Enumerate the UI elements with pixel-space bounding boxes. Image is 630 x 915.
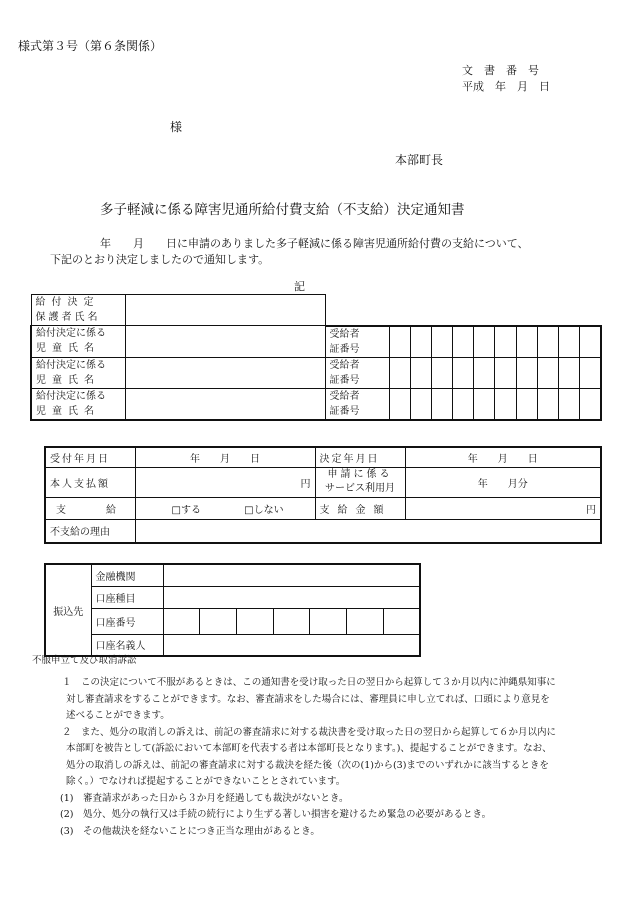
certificate-number-label: 受給者 証番号 [325,388,389,420]
bank-field[interactable] [163,564,420,586]
certificate-digit-cell[interactable] [580,357,601,388]
note-p1-line: １ この決定について不服があるときは、この通知書を受け取った日の翌日から起算して３か月以内に沖縄県知事に [62,677,556,688]
payment-yes-checkbox[interactable]: □する [171,504,201,516]
account-digit-cell[interactable] [163,608,200,634]
decision-date-label: 決定年月日 [315,447,405,467]
certificate-digit-cell[interactable] [516,357,537,388]
bank-label: 金融機関 [91,564,163,586]
appeal-notes [40,675,600,840]
certificate-digit-cell[interactable] [410,357,431,388]
note-p2-line: 処分の取消しの訴えは、前記の審査請求に対する裁決を経た後（次の(1)から(3)までのいずれかに該当するときを [66,759,549,771]
guardian-name-field[interactable] [125,295,325,326]
note-p1-line: 対し審査請求をすることができます。なお、審査請求をした場合には、審理員に申し立てれば、口頭により意見を [66,693,550,705]
account-type-label: 口座種目 [91,586,163,608]
certificate-digit-cell[interactable] [580,388,601,420]
certificate-digit-cell[interactable] [389,326,410,358]
recipient-table [30,294,602,421]
addressee-suffix: 様 [170,120,183,134]
certificate-digit-cell[interactable] [537,326,558,358]
certificate-digit-cell[interactable] [516,388,537,420]
child-row [31,357,601,388]
account-digit-cell[interactable] [383,608,420,634]
account-type-field[interactable] [163,586,420,608]
certificate-digit-cell[interactable] [537,357,558,388]
certificate-digit-cell[interactable] [537,388,558,420]
child-name-label: 給付決定に係る 児童氏名 [31,357,125,388]
certificate-digit-cell[interactable] [580,326,601,358]
certificate-digit-cell[interactable] [431,326,452,358]
certificate-digit-cell[interactable] [389,357,410,388]
intro-line-2: 下記のとおり決定しましたので通知します。 [50,253,270,266]
payment-choice [135,497,315,519]
service-month-field[interactable]: 年 月分 [405,467,601,497]
service-month-label: 申請に係る サービス利用月 [315,467,405,497]
certificate-digit-cell[interactable] [495,357,516,388]
certificate-digit-cell[interactable] [559,326,580,358]
transfer-table [44,563,421,657]
certificate-digit-cell[interactable] [453,326,474,358]
certificate-digit-cell[interactable] [516,326,537,358]
account-holder-label: 口座名義人 [91,634,163,656]
certificate-digit-cell[interactable] [453,357,474,388]
certificate-number-label: 受給者 証番号 [325,326,389,358]
guardian-name-label: 給付決定 保護者氏名 [31,295,125,326]
account-digit-cell[interactable] [273,608,310,634]
decision-table [44,446,602,544]
certificate-digit-cell[interactable] [410,326,431,358]
intro-line-1: 年 月 日に申請のありました多子軽減に係る障害児通所給付費の支給について、 [100,237,529,250]
note-p1-line: 述べることができます。 [66,710,170,721]
child-row [31,326,601,358]
payment-amount-field[interactable]: 円 [405,497,601,519]
certificate-digit-cell[interactable] [495,326,516,358]
certificate-digit-cell[interactable] [431,357,452,388]
decision-date-field[interactable]: 年 月 日 [405,447,601,467]
note-item: (2) 処分、処分の執行又は手続の続行により生ずる著しい損害を避けるため緊急の必要があるとき。 [60,809,492,820]
document-title: 多子軽減に係る障害児通所給付費支給（不支給）決定通知書 [100,202,465,218]
certificate-digit-cell[interactable] [453,388,474,420]
note-item: (3) その他裁決を経ないことにつき正当な理由があるとき。 [60,825,320,837]
child-name-label: 給付決定に係る 児童氏名 [31,326,125,358]
received-date-field[interactable]: 年 月 日 [135,447,315,467]
certificate-digit-cell[interactable] [474,357,495,388]
note-p2-line: 除く。）でなければ提起することができないこととされています。 [66,776,346,787]
document-number-label: 文 書 番 号 [462,64,539,77]
payment-label: 支給 [45,497,135,519]
child-name-label: 給付決定に係る 児童氏名 [31,388,125,420]
date-label: 平成 年 月 日 [462,80,550,93]
child-name-field[interactable] [125,326,325,358]
certificate-digit-cell[interactable] [474,326,495,358]
non-payment-reason-label: 不支給の理由 [45,519,135,543]
certificate-digit-cell[interactable] [389,388,410,420]
certificate-digit-cell[interactable] [559,357,580,388]
issuer: 本部町長 [395,153,444,167]
account-digit-cell[interactable] [200,608,237,634]
payment-amount-label: 支給金額 [315,497,405,519]
self-payment-field[interactable]: 円 [135,467,315,497]
certificate-digit-cell[interactable] [559,388,580,420]
account-holder-field[interactable] [163,634,420,656]
certificate-number-label: 受給者 証番号 [325,357,389,388]
certificate-digit-cell[interactable] [495,388,516,420]
appeal-heading: 不服申立て及び取消訴訟 [32,655,137,666]
account-digit-cell[interactable] [310,608,347,634]
form-number: 様式第３号（第６条関係） [18,39,163,53]
received-date-label: 受付年月日 [45,447,135,467]
self-payment-label: 本人支払額 [45,467,135,497]
account-digit-cell[interactable] [346,608,383,634]
account-number-label: 口座番号 [91,608,163,634]
certificate-digit-cell[interactable] [474,388,495,420]
note-p2-line: ２ また、処分の取消しの訴えは、前記の審査請求に対する裁決書を受け取った日の翌日から起算して６か月以内に [62,726,557,738]
certificate-digit-cell[interactable] [431,388,452,420]
ki-marker: 記 [294,280,305,293]
non-payment-reason-field[interactable] [135,519,601,543]
certificate-digit-cell[interactable] [410,388,431,420]
transfer-destination-label: 振込先 [45,564,91,656]
account-digit-cell[interactable] [236,608,273,634]
child-name-field[interactable] [125,388,325,420]
child-row [31,388,601,420]
note-p2-line: 本部町を被告として(訴訟において本部町を代表する者は本部町長となります。)、提起することができます。なお、 [66,743,552,754]
payment-no-checkbox[interactable]: □しない [244,504,284,516]
child-name-field[interactable] [125,357,325,388]
note-item: (1) 審査請求があった日から３か月を経過しても裁決がないとき。 [60,792,349,804]
